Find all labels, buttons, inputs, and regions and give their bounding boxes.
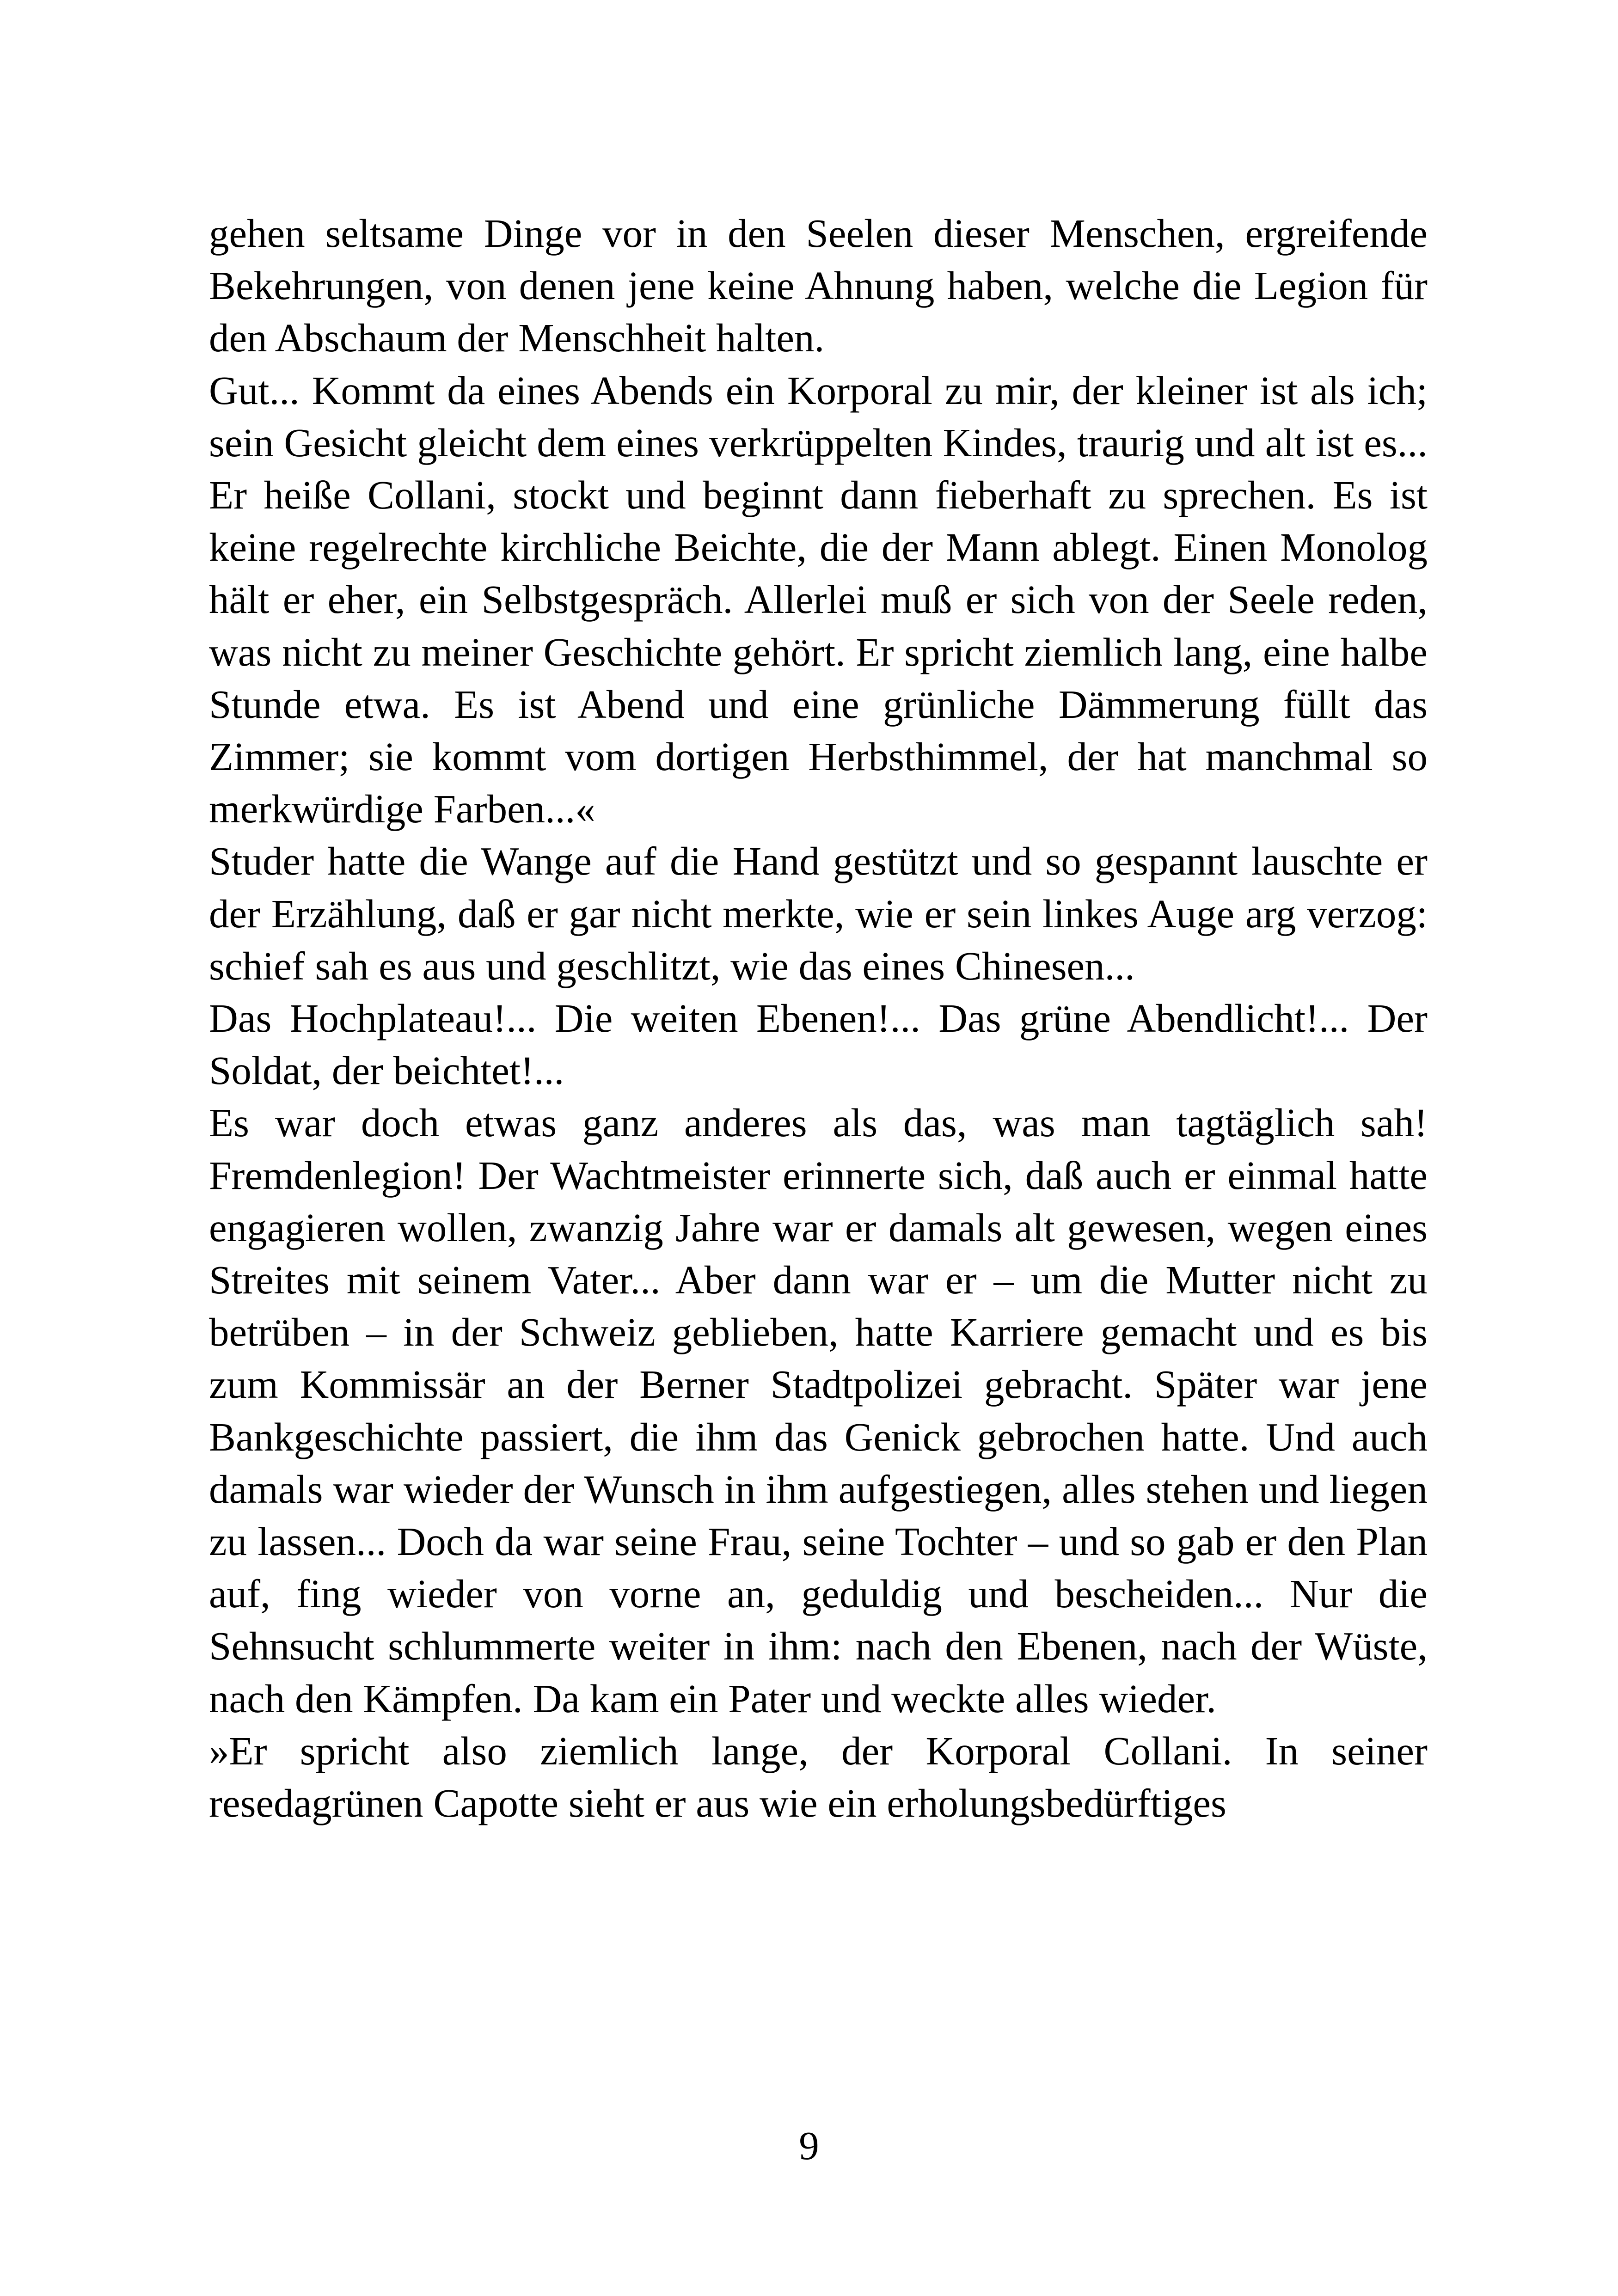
paragraph: Studer hatte die Wange auf die Hand gestützt und so gespannt lauschte er der Erzählung, daß er gar nicht merkte, wie er sein linkes Auge arg verzog: schief sah es aus und geschlitzt, wie das eines Chinesen... [209,839,1428,988]
body-text [209,207,1428,1829]
paragraph: gehen seltsame Dinge vor in den Seelen dieser Menschen, ergreifende Bekehrungen, von denen jene keine Ahnung haben, welche die Legion für den Abschaum der Menschheit halten. [209,211,1428,361]
paragraph: »Er spricht also ziemlich lange, der Korporal Collani. In seiner resedagrünen Capotte sieht er aus wie ein erholungsbedürftiges [209,1728,1428,1826]
paragraph: Es war doch etwas ganz anderes als das, was man tagtäglich sah! Fremdenlegion! Der Wachtmeister erinnerte sich, daß auch er einmal hatte engagieren wollen, zwanzig Jahre war er damals alt gewesen, wegen eines Streites mit seinem Vater... Aber dann war er – um die Mutter nicht zu betrüben – in der Schweiz geblieben, hatte Karriere gemacht und es bis zum Kommissär an der Berner Stadtpolizei gebracht. Später war jene Bankgeschichte passiert, die ihm das Genick gebrochen hatte. Und auch damals war wieder der Wunsch in ihm aufgestiegen, alles stehen und liegen zu lassen... Doch da war seine Frau, seine Tochter – und so gab er den Plan auf, fing wieder von vorne an, geduldig und bescheiden... Nur die Sehnsucht schlummerte weiter in ihm: nach den Ebenen, nach der Wüste, nach den Kämpfen. Da kam ein Pater und weckte alles wieder. [209,1100,1428,1721]
paragraph: Gut... Kommt da eines Abends ein Korporal zu mir, der kleiner ist als ich; sein Gesicht gleicht dem eines verkrüppelten Kindes, traurig und alt ist es... Er heiße Collani, stockt und beginnt dann fieberhaft zu sprechen. Es ist keine regelrechte kirchliche Beichte, die der Mann ablegt. Einen Monolog hält er eher, ein Selbstgespräch. Allerlei muß er sich von der Seele reden, was nicht zu meiner Geschichte gehört. Er spricht ziemlich lang, eine halbe Stunde etwa. Es ist Abend und eine grünliche Dämmerung füllt das Zimmer; sie kommt vom dortigen Herbsthimmel, der hat manchmal so merkwürdige Farben...« [209,367,1428,832]
paragraph: Das Hochplateau!... Die weiten Ebenen!... Das grüne Abendlicht!... Der Soldat, der beichtet!... [209,996,1428,1093]
page-number: 9 [799,2123,819,2168]
